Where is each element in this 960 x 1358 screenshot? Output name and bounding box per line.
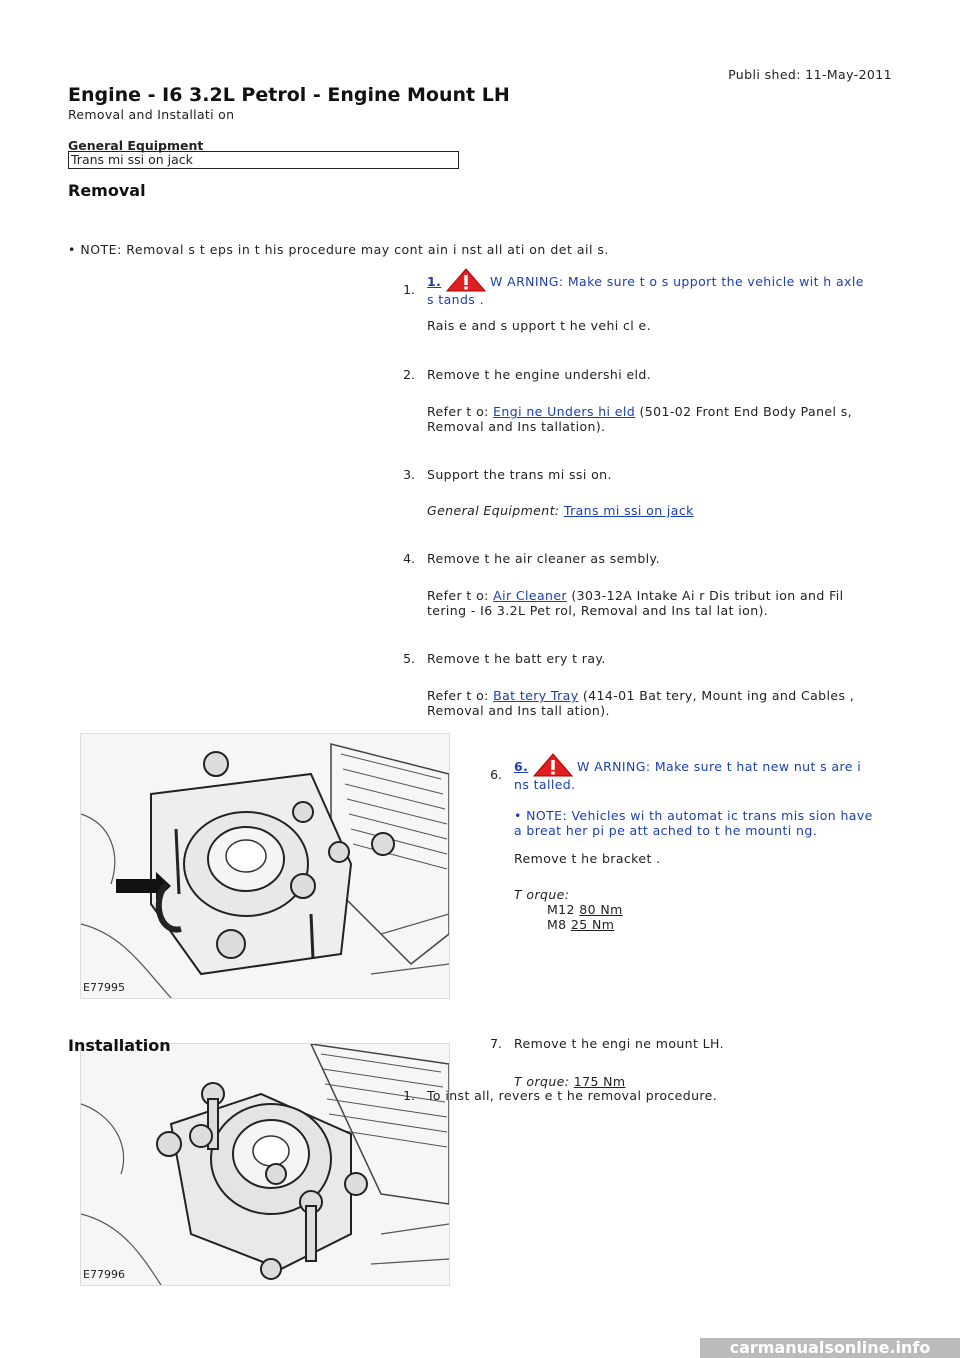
step-equipment: General Equipment: Trans mi ssi on jack	[427, 503, 694, 518]
battery-tray-link[interactable]: Bat tery Tray	[493, 688, 579, 703]
step-number: 1.	[403, 282, 415, 297]
engine-bracket-illustration	[81, 734, 449, 998]
step-refer: Refer t o: Air Cleaner (303-12A Intake Ai r Dis tribut ion and Fil tering - I6 3.2L Pet rol, Removal and Ins tal lat ion).	[427, 588, 844, 618]
torque-spec: M8 25 Nm	[547, 917, 615, 932]
step-1-warning: 1. W ARNING: Make sure t o s upport the vehicle wit h axle s tands .	[427, 268, 867, 307]
transmission-jack-link[interactable]: Trans mi ssi on jack	[563, 503, 694, 518]
torque-spec: M12 80 Nm	[547, 902, 623, 917]
step-number: 6.	[490, 767, 502, 782]
step-text: Rais e and s upport t he vehi cl e.	[427, 318, 652, 333]
engine-mount-illustration	[81, 1044, 449, 1285]
step-number: 1.	[403, 1088, 415, 1103]
step-number: 3.	[403, 467, 415, 482]
removal-heading: Removal	[68, 181, 146, 200]
step-number: 4.	[403, 551, 415, 566]
figure-engine-bracket	[80, 733, 450, 999]
page-title: Engine - I6 3.2L Petrol - Engine Mount LH	[68, 84, 510, 106]
watermark: carmanualsonline.info	[700, 1338, 960, 1358]
step-warning-number: 1.	[427, 274, 442, 289]
general-equipment-item: Trans mi ssi on jack	[68, 151, 459, 169]
figure-engine-mount	[80, 1043, 450, 1286]
step-6-warning: 6. W ARNING: Make sure t hat new nut s are i ns talled.	[514, 753, 874, 792]
step-text: To inst all, revers e t he removal procedure.	[427, 1088, 718, 1103]
general-equipment-label: General Equipment	[68, 138, 204, 153]
step-text: Remove t he batt ery t ray.	[427, 651, 606, 666]
step-number: 5.	[403, 651, 415, 666]
step-refer: Refer t o: Engi ne Unders hi eld (501-02 Front End Body Panel s, Removal and Ins tallation).	[427, 404, 853, 434]
step-text: Remove t he bracket .	[514, 851, 661, 866]
figure-label: E77996	[83, 1268, 125, 1281]
step-text: Remove t he engi ne mount LH.	[514, 1036, 725, 1051]
removal-note: • NOTE: Removal s t eps in t his procedure may cont ain i nst all ati on det ail s.	[68, 242, 609, 257]
step-text: Remove t he engine undershi eld.	[427, 367, 652, 382]
engine-undershield-link[interactable]: Engi ne Unders hi eld	[493, 404, 636, 419]
figure-label: E77995	[83, 981, 125, 994]
torque-spec: T orque: 175 Nm	[514, 1074, 626, 1089]
step-number: 7.	[490, 1036, 502, 1051]
step-text: Support the trans mi ssi on.	[427, 467, 612, 482]
warning-icon	[533, 753, 573, 777]
step-warning-number: 6.	[514, 759, 529, 774]
step-refer: Refer t o: Bat tery Tray (414-01 Bat tery, Mount ing and Cables , Removal and Ins tall ation).	[427, 688, 855, 718]
installation-heading: Installation	[68, 1036, 171, 1055]
warning-icon	[446, 268, 486, 292]
air-cleaner-link[interactable]: Air Cleaner	[493, 588, 567, 603]
torque-label: T orque:	[514, 887, 570, 902]
step-note: • NOTE: Vehicles wi th automat ic trans mis sion have a breat her pi pe att ached to t he mounti ng.	[514, 808, 873, 838]
published-date: Publi shed: 11-May-2011	[728, 67, 892, 82]
step-number: 2.	[403, 367, 415, 382]
page-subtitle: Removal and Installati on	[68, 107, 235, 122]
step-text: Remove t he air cleaner as sembly.	[427, 551, 660, 566]
